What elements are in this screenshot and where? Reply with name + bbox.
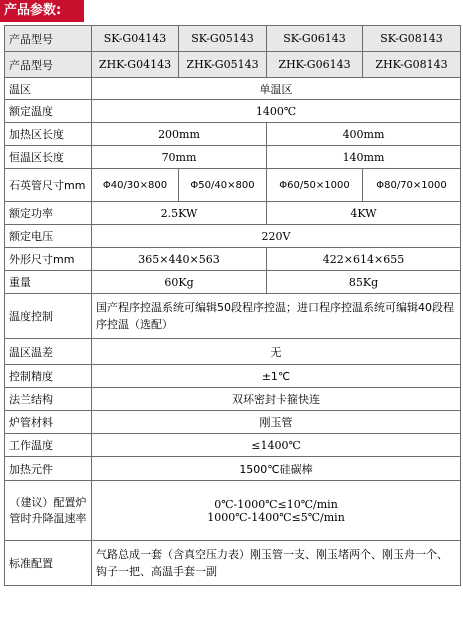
spec-row <box>5 339 461 365</box>
spec-value: 无 <box>92 339 461 365</box>
rate-line-2: 1000℃-1400℃≤5℃/min <box>207 510 345 524</box>
model-cell: SK-G04143 <box>92 26 179 52</box>
spec-label: 加热区长度 <box>5 123 92 146</box>
spec-value: 4KW <box>267 202 461 225</box>
spec-value: Φ40/30×800 <box>92 169 179 202</box>
spec-row <box>5 202 461 225</box>
model-cell: SK-G08143 <box>363 26 461 52</box>
spec-row <box>5 123 461 146</box>
spec-value: 刚玉管 <box>92 411 461 434</box>
model-cell: SK-G05143 <box>179 26 267 52</box>
spec-value: 60Kg <box>92 271 267 294</box>
spec-value: 70mm <box>92 146 267 169</box>
spec-row <box>5 388 461 411</box>
spec-row <box>5 271 461 294</box>
spec-label: 额定电压 <box>5 225 92 248</box>
spec-label: 重量 <box>5 271 92 294</box>
spec-value: 双环密封卡箍快连 <box>92 388 461 411</box>
model-row-zhk <box>5 52 461 78</box>
spec-value: 气路总成一套（含真空压力表）刚玉管一支、刚玉堵两个、刚玉舟一个、钩子一把、高温手套一副 <box>92 541 461 586</box>
spec-value: 365×440×563 <box>92 248 267 271</box>
spec-row <box>5 248 461 271</box>
spec-row <box>5 78 461 100</box>
spec-row <box>5 169 461 202</box>
spec-row <box>5 541 461 586</box>
spec-value: Φ50/40×800 <box>179 169 267 202</box>
spec-row <box>5 457 461 481</box>
model-cell: ZHK-G06143 <box>267 52 363 78</box>
spec-value: 2.5KW <box>92 202 267 225</box>
spec-label: （建议）配置炉管时升降温速率 <box>5 481 92 541</box>
spec-row <box>5 411 461 434</box>
spec-value: 400mm <box>267 123 461 146</box>
spec-value: Φ80/70×1000 <box>363 169 461 202</box>
model-cell: ZHK-G04143 <box>92 52 179 78</box>
spec-value: Φ60/50×1000 <box>267 169 363 202</box>
spec-label: 恒温区长度 <box>5 146 92 169</box>
spec-label: 温度控制 <box>5 294 92 339</box>
model-label: 产品型号 <box>5 52 92 78</box>
model-row-sk <box>5 26 461 52</box>
spec-label: 炉管材料 <box>5 411 92 434</box>
spec-row <box>5 225 461 248</box>
spec-value: 422×614×655 <box>267 248 461 271</box>
spec-label: 法兰结构 <box>5 388 92 411</box>
section-title: 产品参数: <box>0 0 84 22</box>
spec-value: 单温区 <box>92 78 461 100</box>
spec-label: 外形尺寸mm <box>5 248 92 271</box>
spec-value: 140mm <box>267 146 461 169</box>
spec-row <box>5 100 461 123</box>
spec-value: ≤1400℃ <box>92 434 461 457</box>
spec-row <box>5 365 461 388</box>
spec-value: 1500℃硅碳棒 <box>92 457 461 481</box>
spec-label: 控制精度 <box>5 365 92 388</box>
model-cell: ZHK-G08143 <box>363 52 461 78</box>
spec-row <box>5 434 461 457</box>
spec-value: 85Kg <box>267 271 461 294</box>
spec-row <box>5 294 461 339</box>
spec-label: 标准配置 <box>5 541 92 586</box>
model-cell: SK-G06143 <box>267 26 363 52</box>
spec-label: 温区 <box>5 78 92 100</box>
spec-value: 国产程序控温系统可编辑50段程序控温；进口程序控温系统可编辑40段程序控温（选配） <box>92 294 461 339</box>
spec-value <box>92 481 461 541</box>
product-spec-table <box>4 25 461 586</box>
spec-value: 200mm <box>92 123 267 146</box>
spec-label: 工作温度 <box>5 434 92 457</box>
spec-row <box>5 146 461 169</box>
spec-row <box>5 481 461 541</box>
model-cell: ZHK-G05143 <box>179 52 267 78</box>
spec-label: 额定功率 <box>5 202 92 225</box>
spec-value: 1400℃ <box>92 100 461 123</box>
spec-label: 温区温差 <box>5 339 92 365</box>
spec-label: 额定温度 <box>5 100 92 123</box>
model-label: 产品型号 <box>5 26 92 52</box>
rate-line-1: 0℃-1000℃≤10℃/min <box>214 497 338 511</box>
spec-value: 220V <box>92 225 461 248</box>
spec-label: 加热元件 <box>5 457 92 481</box>
spec-label: 石英管尺寸mm <box>5 169 92 202</box>
spec-value: ±1℃ <box>92 365 461 388</box>
